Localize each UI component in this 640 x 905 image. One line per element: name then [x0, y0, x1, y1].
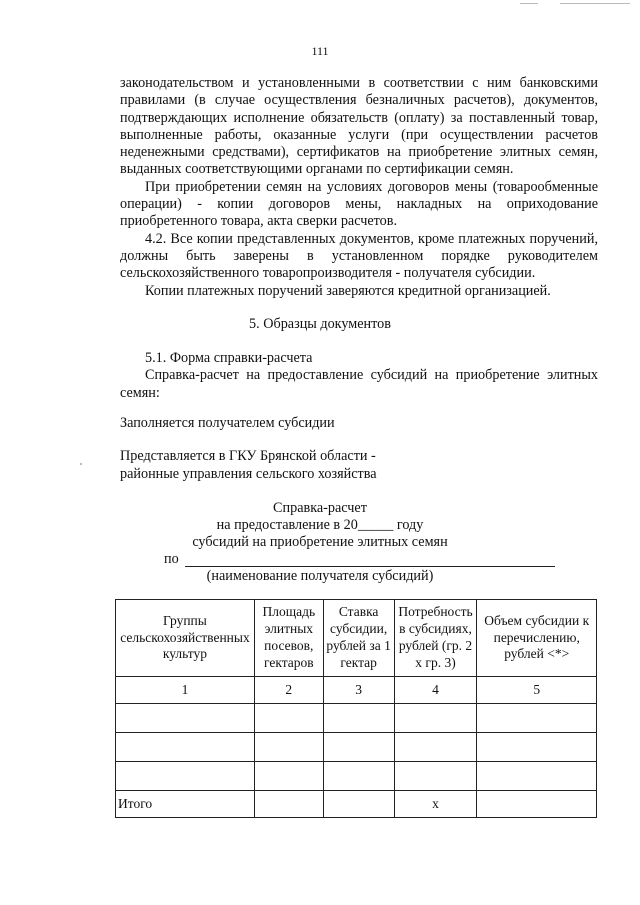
form-subtitle-year: на предоставление в 20_____ году [216, 517, 424, 533]
section-title: 5. Образцы документов [249, 316, 391, 332]
table-cell[interactable] [116, 733, 255, 762]
table-row [116, 733, 597, 762]
submitted-to-line-1: Представляется в ГКУ Брянской области - [120, 448, 376, 464]
table-column-numbers-row [116, 677, 597, 704]
table-cell[interactable] [323, 762, 394, 791]
by-label: по [164, 551, 179, 567]
header-area: Площадь элитных посевов, гектаров [254, 600, 323, 677]
paragraph-1: законодательством и установленными в соответствии с ним банковскими правилами (в случае осуществления безналичных расчетов), документов, подтверждающих исполнение обязательств (оплату) за поставленный товар, выполненные работы, оказанные услуги (при осуществлении расчетов неденежными средствами), сертификатов на приобретение элитных семян, выданных соответствующими органами по сертификации семян. [120, 75, 598, 178]
table-cell[interactable] [394, 733, 477, 762]
table-cell[interactable] [254, 733, 323, 762]
recipient-name-line [185, 566, 555, 567]
table-cell[interactable] [394, 762, 477, 791]
col-number: 2 [254, 677, 323, 704]
body-text [120, 75, 598, 300]
header-crop-groups: Группы сельскохозяйственных культур [116, 600, 255, 677]
subsection-description: Справка-расчет на предоставление субсидий на приобретение элитных семян: [120, 367, 598, 401]
scan-speck [560, 3, 630, 4]
subsection-title: 5.1. Форма справки-расчета [145, 350, 313, 366]
header-need: Потребность в субсидиях, рублей (гр. 2 x гр. 3) [394, 600, 477, 677]
table-cell[interactable] [323, 704, 394, 733]
table-cell[interactable] [116, 704, 255, 733]
table-cell[interactable] [254, 704, 323, 733]
table-cell[interactable] [477, 704, 597, 733]
page-number: 111 [311, 44, 329, 58]
col-number: 3 [323, 677, 394, 704]
table-header-row [116, 600, 597, 677]
col-number: 1 [116, 677, 255, 704]
recipient-caption: (наименование получателя субсидий) [206, 568, 434, 584]
table-row [116, 704, 597, 733]
col-number: 5 [477, 677, 597, 704]
table-cell[interactable] [254, 762, 323, 791]
table-cell[interactable] [477, 733, 597, 762]
table-cell[interactable] [477, 762, 597, 791]
paragraph-4: Копии платежных поручений заверяются кредитной организацией. [145, 282, 551, 299]
table-cell[interactable] [323, 733, 394, 762]
total-x-mark: x [394, 791, 477, 818]
table-total-row [116, 791, 597, 818]
form-title: Справка-расчет [273, 500, 367, 516]
scan-speck [80, 463, 82, 465]
scan-speck [520, 3, 538, 4]
table-cell[interactable] [254, 791, 323, 818]
table-cell[interactable] [116, 762, 255, 791]
paragraph-2: При приобретении семян на условиях договоров мены (товарообменные операции) - копии договоров мены, накладных на оприходование приобретенного товара, акта сверки расчетов. [120, 178, 598, 230]
header-transfer-volume: Объем субсидии к перечислению, рублей <*> [477, 600, 597, 677]
total-label: Итого [116, 791, 255, 818]
header-rate: Ставка субсидии, рублей за 1 гектар [323, 600, 394, 677]
col-number: 4 [394, 677, 477, 704]
subsection-block [120, 350, 598, 402]
paragraph-3: 4.2. Все копии представленных документов, кроме платежных поручений, должны быть заверены в установленном порядке руководителем сельскохозяйственного товаропроизводителя - получателя субсидии. [120, 230, 598, 282]
subsidy-table [115, 599, 597, 818]
filled-by-note: Заполняется получателем субсидии [120, 415, 335, 431]
table-cell[interactable] [477, 791, 597, 818]
submitted-to-line-2: районные управления сельского хозяйства [120, 466, 377, 482]
table-cell[interactable] [323, 791, 394, 818]
form-subtitle-subject: субсидий на приобретение элитных семян [192, 534, 448, 550]
table-cell[interactable] [394, 704, 477, 733]
table-row [116, 762, 597, 791]
